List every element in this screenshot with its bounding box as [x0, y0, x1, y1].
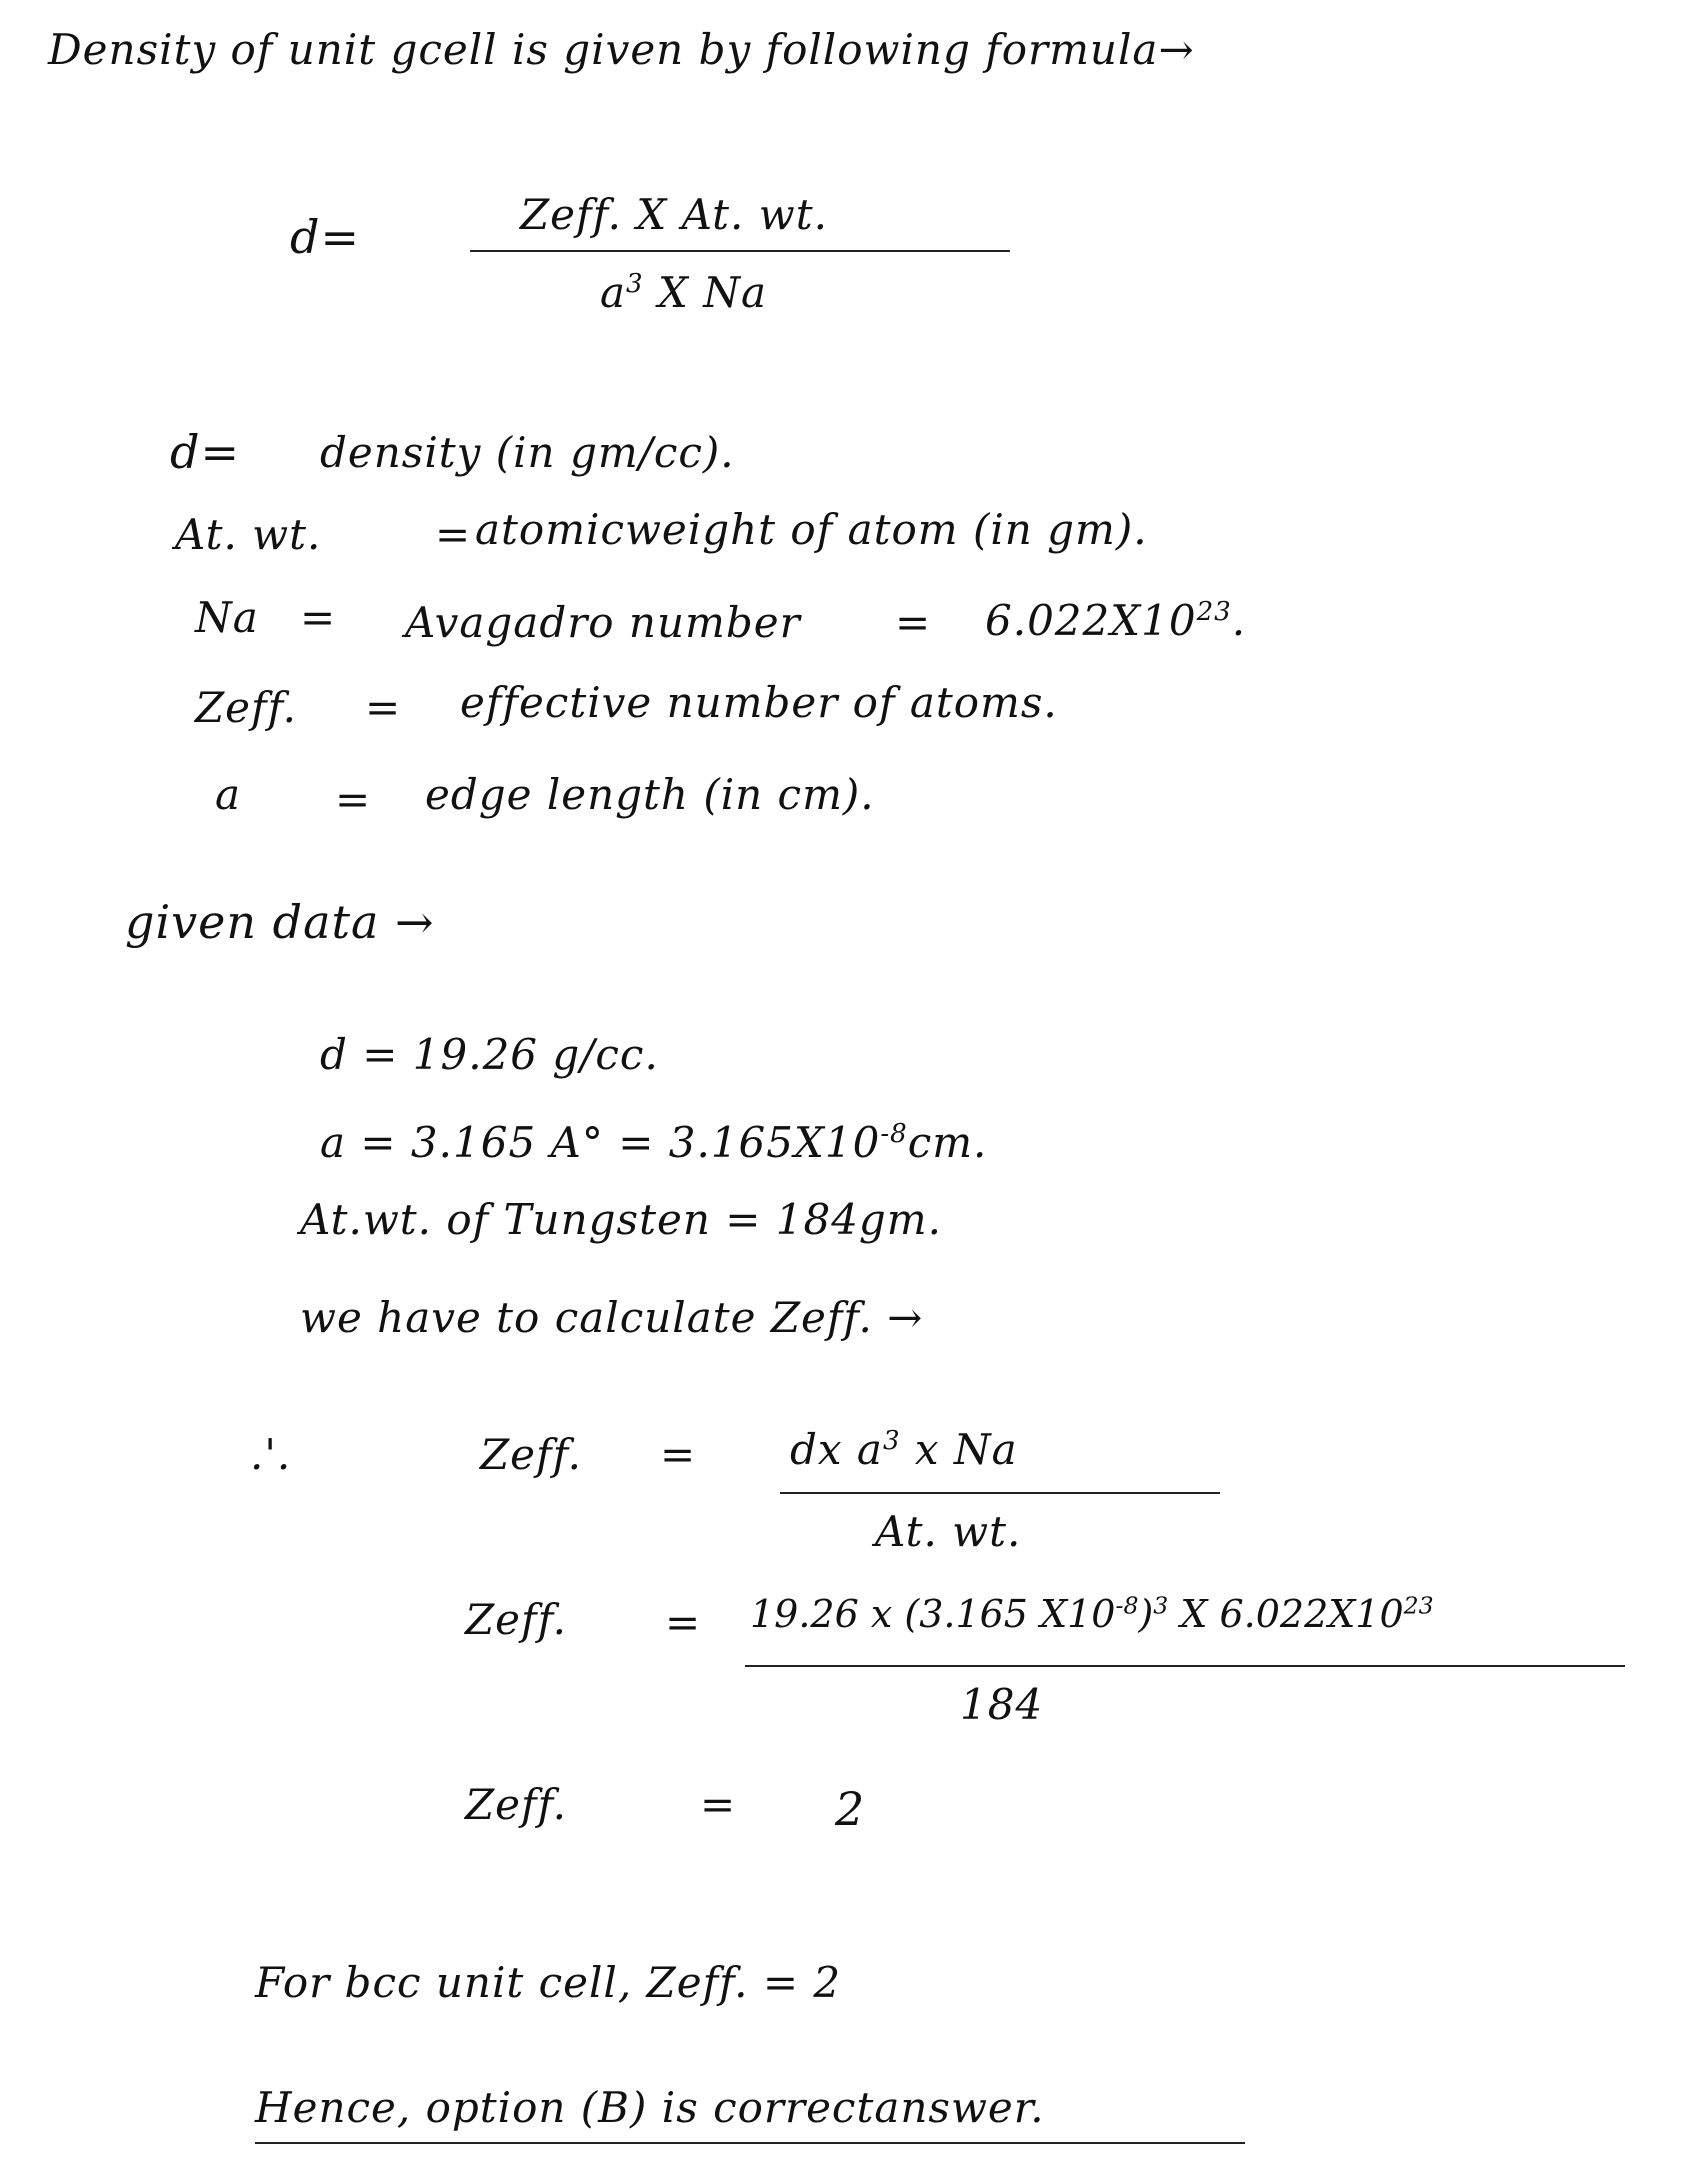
- zeff3-lhs: Zeff.: [465, 1780, 567, 1829]
- zeff1-fraction-bar: [780, 1492, 1220, 1494]
- zeff1-eq: =: [660, 1430, 697, 1479]
- def-zeff-symbol: Zeff.: [195, 683, 297, 732]
- zeff2-denominator: 184: [960, 1680, 1044, 1729]
- def-na-eq2: =: [895, 598, 932, 647]
- zeff2-numerator: 19.26 x (3.165 $X10^{-8})^3$ X $6.022X10^{23}$: [750, 1591, 1434, 1636]
- bcc-statement: For bcc unit cell, Zeff. = 2: [255, 1958, 842, 2007]
- given-atomic-weight: At.wt. of Tungsten = 184gm.: [300, 1195, 942, 1244]
- zeff2-eq: =: [665, 1598, 702, 1647]
- zeff1-lhs: Zeff.: [480, 1430, 582, 1479]
- zeff2-fraction-bar: [745, 1665, 1625, 1667]
- def-zeff-text: effective number of atoms.: [460, 678, 1058, 727]
- given-density: d = 19.26 g/cc.: [320, 1030, 659, 1079]
- def-a-text: edge length (in cm).: [425, 770, 875, 819]
- zeff2-lhs: Zeff.: [465, 1595, 567, 1644]
- def-a-eq: =: [335, 775, 372, 824]
- def-zeff-eq: =: [365, 683, 402, 732]
- formula-lhs: d=: [290, 210, 360, 264]
- zeff1-numerator: dx $a^3$ x Na: [790, 1425, 1018, 1474]
- formula-fraction-bar: [470, 250, 1010, 252]
- zeff3-eq: =: [700, 1780, 737, 1829]
- def-d-symbol: d=: [170, 425, 240, 479]
- def-atwt-eq: =: [435, 510, 472, 559]
- given-heading: given data →: [125, 895, 435, 949]
- formula-numerator: Zeff. X At. wt.: [520, 190, 828, 239]
- def-na-text: Avagadro number: [405, 598, 801, 647]
- def-na-symbol: Na: [195, 593, 259, 642]
- final-answer: Hence, option (B) is correctanswer.: [255, 2083, 1045, 2132]
- def-d-text: density (in gm/cc).: [320, 428, 735, 477]
- given-edge-length: a = 3.165 $A^\circ = 3.165X10^{-8}cm$.: [320, 1118, 988, 1167]
- zeff3-result: 2: [835, 1782, 866, 1836]
- def-a-symbol: a: [215, 770, 242, 819]
- def-atwt-text: atomicweight of atom (in gm).: [475, 505, 1148, 554]
- def-na-eq: =: [300, 593, 337, 642]
- formula-denominator: $a^3$ X Na: [600, 268, 768, 317]
- zeff1-denominator: At. wt.: [875, 1507, 1022, 1556]
- final-answer-underline: [255, 2142, 1245, 2144]
- header-line: Density of unit gcell is given by following formula→: [48, 25, 1195, 74]
- def-na-value: $6.022X10^{23}$.: [985, 596, 1247, 645]
- def-atwt-symbol: At. wt.: [175, 510, 322, 559]
- therefore-symbol: .'.: [250, 1430, 292, 1479]
- given-calc-line: we have to calculate Zeff. →: [300, 1293, 924, 1342]
